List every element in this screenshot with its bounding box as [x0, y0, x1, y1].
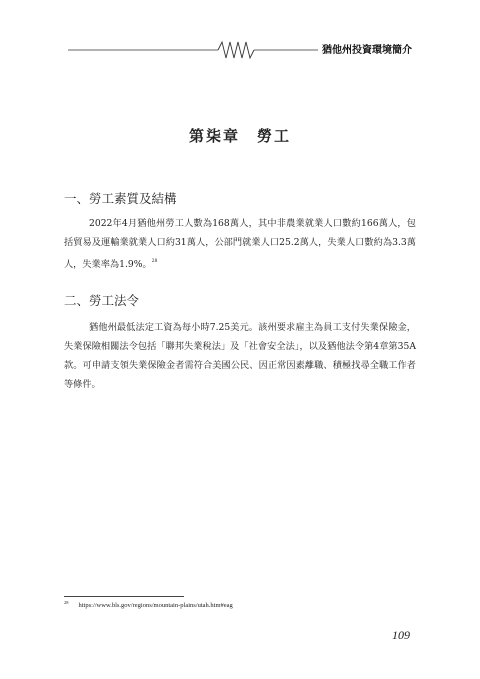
footnote-divider	[64, 596, 184, 597]
footnote-link[interactable]: https://www.bls.gov/regions/mountain-plains/utah.htm#eag	[78, 602, 233, 609]
chapter-title: 第柒章 勞工	[188, 127, 291, 145]
page-number: 109	[392, 628, 410, 642]
section-heading-labor-law: 二、勞工法令	[64, 293, 140, 308]
header-title: 猶他州投資環境簡介	[319, 41, 412, 56]
paragraph-labor-quality	[64, 214, 416, 274]
section-heading-labor-quality: 一、勞工素質及結構	[64, 191, 177, 206]
running-header	[68, 38, 412, 62]
paragraph-text: 2022年4月猶他州勞工人數為168萬人，其中非農業就業人口數約166萬人，包括貿易及運輸業就業人口約31萬人，公部門就業人口25.2萬人，失業人口數約為3.3萬人，失業率為1.9%。	[64, 218, 416, 270]
footnote	[64, 600, 233, 609]
footnote-reference[interactable]: 28	[151, 259, 158, 264]
footnote-number: 28	[64, 600, 69, 605]
paragraph-labor-law: 猶他州最低法定工資為每小時7.25美元。該州要求雇主為員工支付失業保險金，失業保險相關法令包括「聯邦失業稅法」及「社會安全法」，以及猶他法令第4章第35A款。可申請支領失業保險金者需符合美國公民、因正常因素離職、積極找尋全職工作者等條件。	[64, 322, 416, 390]
